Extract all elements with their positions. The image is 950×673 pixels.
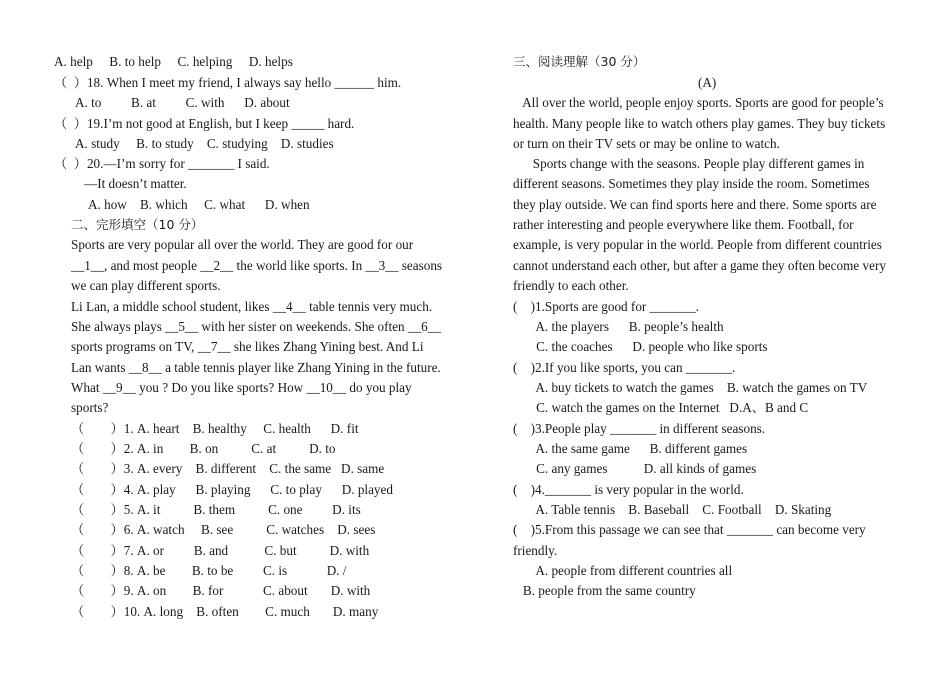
reading-options: C. the coaches D. people who like sports [513,339,768,354]
cloze-passage-line: we can play different sports. [71,278,221,293]
reading-options: A. the same game B. different games [513,441,748,456]
reading-options: C. watch the games on the Internet D.A、B and C [513,400,809,415]
cloze-passage-line: She always plays __5__ with her sister on weekends. She often __6__ [71,319,441,334]
reading-passage-line: Sports change with the seasons. People play different games in [513,156,865,171]
reading-passage-line: cannot understand each other, but after a game they often become very [513,258,886,273]
reading-question: ( )5.From this passage we can see that _______ can become very [513,522,866,537]
reading-question: ( )4._______ is very popular in the world. [513,482,744,497]
q20-options: A. how B. which C. what D. when [88,197,310,212]
cloze-item: （ ）2. A. in B. on C. at D. to [71,441,336,456]
question-19: （ ）19.I’m not good at English, but I keep _____ hard. [54,116,355,131]
reading-passage-line: All over the world, people enjoy sports. Sports are good for people’s [513,95,884,110]
reading-options: A. the players B. people’s health [513,319,724,334]
reading-question: friendly. [513,543,558,558]
cloze-passage-line: What __9__ you ? Do you like sports? How __10__ do you play [71,380,412,395]
part-label: (A) [698,75,717,90]
cloze-item: （ ）1. A. heart B. healthy C. health D. fit [71,421,359,436]
reading-passage-line: friendly to each other. [513,278,629,293]
reading-passage-line: rather interesting and people everywhere like them. Football, for [513,217,854,232]
cloze-item: （ ）4. A. play B. playing C. to play D. played [71,482,393,497]
cloze-passage-line: __1__, and most people __2__ the world like sports. In __3__ seasons [71,258,443,273]
cloze-item: （ ）9. A. on B. for C. about D. with [71,583,371,598]
cloze-item: （ ）5. A. it B. them C. one D. its [71,502,361,517]
reading-question: ( )1.Sports are good for _______. [513,299,700,314]
reading-heading: 三、阅读理解（30 分） [513,54,646,69]
cloze-passage-line: Li Lan, a middle school student, likes __4__ table tennis very much. [71,299,433,314]
cloze-item: （ ）10. A. long B. often C. much D. many [71,604,379,619]
q20-reply: —It doesn’t matter. [84,176,187,191]
question-20: （ ）20.—I’m sorry for _______ I said. [54,156,270,171]
cloze-passage-line: Lan wants __8__ a table tennis player like Zhang Yining in the future. [71,360,441,375]
reading-passage-line: different seasons. Sometimes they play inside the room. Sometimes [513,176,870,191]
cloze-passage-line: sports? [71,400,109,415]
question-18: （ ）18. When I meet my friend, I always say hello ______ him. [54,75,402,90]
reading-passage-line: they play outside. We can find sports here and there. Some sports are [513,197,877,212]
reading-passage-line: or turn on their TV sets or may be online to watch. [513,136,780,151]
reading-options: A. Table tennis B. Baseball C. Football D. Skating [513,502,832,517]
reading-options: A. people from different countries all [513,563,733,578]
reading-options: A. buy tickets to watch the games B. watch the games on TV [513,380,868,395]
q17-options: A. help B. to help C. helping D. helps [54,54,293,69]
reading-options: C. any games D. all kinds of games [513,461,757,476]
cloze-item: （ ）3. A. every B. different C. the same D. same [71,461,385,476]
reading-passage-line: example, is very popular in the world. People from different countries [513,237,882,252]
cloze-item: （ ）8. A. be B. to be C. is D. / [71,563,347,578]
cloze-item: （ ）7. A. or B. and C. but D. with [71,543,370,558]
cloze-heading: 二、完形填空（10 分） [71,217,204,232]
cloze-passage-line: sports programs on TV, __7__ she likes Zhang Yining best. And Li [71,339,424,354]
cloze-item: （ ）6. A. watch B. see C. watches D. sees [71,522,376,537]
reading-options: B. people from the same country [513,583,696,598]
q18-options: A. to B. at C. with D. about [75,95,290,110]
q19-options: A. study B. to study C. studying D. studies [75,136,334,151]
reading-passage-line: health. Many people like to watch others play games. They buy tickets [513,116,886,131]
reading-question: ( )3.People play _______ in different seasons. [513,421,766,436]
reading-question: ( )2.If you like sports, you can _______. [513,360,736,375]
cloze-passage-line: Sports are very popular all over the world. They are good for our [71,237,414,252]
